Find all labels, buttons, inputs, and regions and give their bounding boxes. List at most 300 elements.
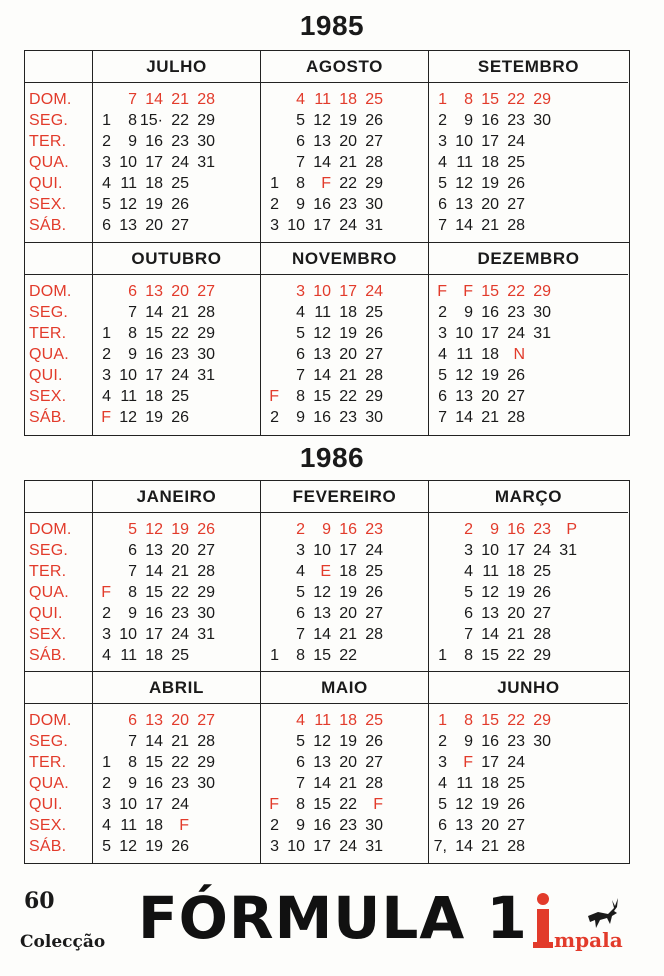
day-cell (261, 110, 279, 131)
day-cell: 26 (171, 409, 189, 426)
day-cell: 4 (102, 647, 111, 664)
day-cell: 31 (559, 542, 577, 559)
weekday-row (261, 131, 428, 152)
weekday-labels (25, 275, 93, 435)
weekday-label: SEG. (29, 112, 69, 129)
day-cell: 21 (339, 367, 357, 384)
weekday-row (429, 794, 628, 815)
weekday-label: SÁB. (29, 838, 67, 855)
day-cell: 2 (438, 304, 447, 321)
day-cell: 12 (313, 325, 331, 342)
day-cell (261, 365, 279, 386)
day-cell: 14 (455, 838, 473, 855)
weekday-row (261, 152, 428, 173)
weekday-row (93, 386, 260, 407)
day-cell: 17 (481, 133, 499, 150)
day-cell (261, 281, 279, 302)
day-cell: 25 (533, 563, 551, 580)
day-cell: 15 (481, 647, 499, 664)
day-cell (261, 302, 279, 323)
day-cell: 2 (102, 605, 111, 622)
day-cell: 2 (270, 196, 279, 213)
day-cell: 1 (438, 647, 447, 664)
day-cell: 13 (313, 133, 331, 150)
day-cell: 28 (197, 733, 215, 750)
day-cell: 12 (119, 196, 137, 213)
day-cell: 26 (197, 521, 215, 538)
card-number: 60 (24, 888, 55, 914)
weekday-label: QUA. (29, 154, 69, 171)
weekday-row (93, 110, 260, 131)
day-cell: 16 (481, 112, 499, 129)
day-cell: 6 (296, 133, 305, 150)
day-cell: 7 (128, 733, 137, 750)
day-cell: 27 (197, 712, 215, 729)
day-cell: 7, (433, 838, 447, 855)
month-julho (93, 51, 261, 242)
header-blank-cell (25, 51, 93, 83)
day-cell (551, 561, 577, 582)
weekday-row (261, 110, 428, 131)
weekday-row (93, 540, 260, 561)
weekday-row (93, 710, 260, 731)
weekday-row (429, 302, 628, 323)
month-janeiro (93, 481, 261, 671)
day-cell: 24 (171, 796, 189, 813)
day-cell: 31 (197, 154, 215, 171)
day-cell: 8 (128, 754, 137, 771)
day-cell: 2 (102, 133, 111, 150)
day-cell: 26 (365, 584, 383, 601)
day-cell (261, 89, 279, 110)
day-cell: 20 (339, 754, 357, 771)
day-cell: 14 (481, 626, 499, 643)
day-cell: 5 (128, 521, 137, 538)
day-cell: 14 (313, 626, 331, 643)
day-cell: F (269, 796, 279, 813)
day-cell: 3 (102, 626, 111, 643)
day-cell: 31 (197, 367, 215, 384)
day-cell: 19 (507, 584, 525, 601)
day-cell: 28 (197, 563, 215, 580)
day-cell: 27 (365, 133, 383, 150)
day-cell: 29 (197, 754, 215, 771)
day-cell: 23 (533, 521, 551, 538)
day-cell: 14 (455, 409, 473, 426)
day-cell: 17 (339, 542, 357, 559)
day-cell: 19 (481, 175, 499, 192)
day-cell: 11 (120, 175, 137, 192)
day-cell (525, 344, 551, 365)
day-cell (189, 794, 215, 815)
day-cell: 19 (481, 796, 499, 813)
day-cell: 5 (296, 325, 305, 342)
day-cell: 17 (339, 283, 357, 300)
weekday-row (93, 89, 260, 110)
day-cell: 8 (296, 796, 305, 813)
day-cell: 24 (507, 133, 525, 150)
day-cell: 28 (197, 304, 215, 321)
day-cell: 15 (145, 325, 163, 342)
day-cell: 16 (313, 817, 331, 834)
day-cell: 30 (197, 133, 215, 150)
month-day-grid (261, 275, 428, 428)
month-name: SETEMBRO (429, 51, 628, 83)
day-cell: 11 (482, 563, 499, 580)
day-cell: 18 (507, 563, 525, 580)
day-cell: 14 (313, 367, 331, 384)
month-day-grid (261, 83, 428, 236)
day-cell: 17 (145, 796, 163, 813)
day-cell: 7 (296, 154, 305, 171)
day-cell (429, 624, 447, 645)
day-cell: 3 (102, 367, 111, 384)
day-cell: F (269, 388, 279, 405)
weekday-row (429, 624, 628, 645)
day-cell: 29 (197, 325, 215, 342)
weekday-row (261, 365, 428, 386)
day-cell: 12 (313, 584, 331, 601)
weekday-row (93, 731, 260, 752)
day-cell: 10 (313, 283, 331, 300)
day-cell: 12 (455, 175, 473, 192)
day-cell (93, 89, 111, 110)
header-blank-cell (25, 481, 93, 513)
day-cell: 24 (507, 754, 525, 771)
day-cell: 14 (145, 733, 163, 750)
weekday-row (429, 215, 628, 236)
day-cell: 4 (102, 388, 111, 405)
day-cell: 26 (365, 325, 383, 342)
day-cell: 27 (533, 605, 551, 622)
day-cell: 9 (490, 521, 499, 538)
day-cell: 16 (145, 133, 163, 150)
day-cell: 5 (296, 584, 305, 601)
weekday-label: DOM. (29, 712, 72, 729)
weekday-row (261, 215, 428, 236)
day-cell: 13 (313, 346, 331, 363)
day-cell (525, 215, 551, 236)
day-cell: 3 (270, 217, 279, 234)
day-cell: 20 (171, 712, 189, 729)
day-cell: 6 (296, 754, 305, 771)
day-cell (525, 152, 551, 173)
day-cell: 10 (119, 796, 137, 813)
weekday-row (261, 386, 428, 407)
day-cell: 18 (481, 346, 499, 363)
calendar-1986 (24, 480, 630, 864)
weekday-row (261, 582, 428, 603)
day-cell: 25 (365, 712, 383, 729)
day-cell: 22 (507, 712, 525, 729)
day-cell: 27 (365, 346, 383, 363)
day-cell: 24 (171, 154, 189, 171)
day-cell (261, 710, 279, 731)
day-cell: 22 (507, 647, 525, 664)
day-cell (261, 519, 279, 540)
day-cell (429, 519, 447, 540)
weekday-labels (25, 704, 93, 863)
day-cell: 19 (145, 838, 163, 855)
day-cell: 24 (339, 217, 357, 234)
day-cell: 13 (481, 605, 499, 622)
day-cell (261, 152, 279, 173)
day-cell: 25 (365, 563, 383, 580)
day-cell: 4 (296, 304, 305, 321)
year-title-1985: 1985 (299, 10, 365, 41)
month-day-grid (261, 704, 428, 857)
day-cell: 26 (507, 796, 525, 813)
month-day-grid (429, 83, 628, 236)
month-day-grid (429, 513, 628, 666)
day-cell: 30 (533, 112, 551, 129)
weekday-label: SEG. (29, 304, 69, 321)
day-cell: 20 (339, 605, 357, 622)
weekday-row (261, 89, 428, 110)
day-cell: 22 (171, 112, 189, 129)
month-março (429, 481, 628, 671)
weekday-row (429, 323, 628, 344)
day-cell: 17 (313, 838, 331, 855)
day-cell: 18 (481, 775, 499, 792)
weekday-row (93, 152, 260, 173)
day-cell: 31 (365, 217, 383, 234)
day-cell: 19 (339, 733, 357, 750)
day-cell: 12 (481, 584, 499, 601)
day-cell: 12 (455, 796, 473, 813)
day-cell: 21 (507, 626, 525, 643)
month-name: MAIO (261, 672, 428, 704)
day-cell: 27 (365, 605, 383, 622)
month-name: FEVEREIRO (261, 481, 428, 513)
day-cell: 14 (145, 304, 163, 321)
day-cell: 9 (128, 775, 137, 792)
month-day-grid (93, 83, 260, 236)
weekday-label: DOM. (29, 283, 72, 300)
day-cell: 7 (438, 409, 447, 426)
weekday-row (429, 582, 628, 603)
day-cell: 4 (102, 817, 111, 834)
month-day-grid (261, 513, 428, 666)
impala-logo-i-icon (532, 892, 554, 950)
day-cell: 23 (339, 196, 357, 213)
day-cell: 3 (464, 542, 473, 559)
day-cell: 29 (365, 388, 383, 405)
weekday-row (429, 173, 628, 194)
day-cell: 21 (171, 91, 189, 108)
day-cell: 27 (171, 217, 189, 234)
weekday-label: SEX. (29, 626, 67, 643)
weekday-label: QUI. (29, 367, 63, 384)
month-name: JANEIRO (93, 481, 260, 513)
day-cell: 21 (171, 733, 189, 750)
day-cell: 12 (145, 521, 163, 538)
day-cell: 9 (128, 605, 137, 622)
day-cell: 15 (313, 388, 331, 405)
day-cell: 10 (313, 542, 331, 559)
weekday-row (93, 645, 260, 666)
day-cell: 9 (464, 733, 473, 750)
day-cell: 7 (296, 775, 305, 792)
day-cell: 1 (102, 112, 111, 129)
day-cell: 9 (464, 304, 473, 321)
day-cell (261, 731, 279, 752)
weekday-row (429, 386, 628, 407)
weekday-label: DOM. (29, 521, 72, 538)
day-cell: N (513, 346, 525, 363)
day-cell: 20 (481, 196, 499, 213)
day-cell: F (101, 409, 111, 426)
day-cell: 19 (339, 584, 357, 601)
day-cell (357, 645, 383, 666)
day-cell: 21 (171, 304, 189, 321)
day-cell: 3 (270, 838, 279, 855)
day-cell: 18 (339, 563, 357, 580)
month-fevereiro (261, 481, 429, 671)
day-cell: 15 (481, 91, 499, 108)
weekday-row (261, 302, 428, 323)
day-cell: 5 (464, 584, 473, 601)
weekday-label: SÁB. (29, 409, 67, 426)
weekday-row (261, 344, 428, 365)
day-cell (551, 603, 577, 624)
quarter-row (25, 51, 629, 243)
day-cell: 20 (481, 817, 499, 834)
day-cell: 18 (339, 712, 357, 729)
weekday-row (261, 624, 428, 645)
weekday-row (261, 773, 428, 794)
month-dezembro (429, 243, 628, 435)
day-cell: 7 (438, 217, 447, 234)
day-cell: 9 (296, 196, 305, 213)
day-cell: 24 (533, 542, 551, 559)
year-title-1986: 1986 (299, 442, 365, 473)
day-cell: F (373, 796, 383, 813)
day-cell (93, 731, 111, 752)
day-cell: 9 (128, 346, 137, 363)
day-cell (261, 540, 279, 561)
day-cell: 21 (481, 409, 499, 426)
day-cell: 27 (365, 754, 383, 771)
weekday-row (93, 365, 260, 386)
day-cell: 30 (533, 733, 551, 750)
day-cell: 14 (145, 91, 163, 108)
weekday-row (93, 582, 260, 603)
day-cell: 20 (145, 217, 163, 234)
day-cell: 23 (339, 409, 357, 426)
day-cell: 23 (171, 133, 189, 150)
day-cell: 6 (296, 346, 305, 363)
day-cell: 23 (339, 817, 357, 834)
day-cell: 20 (339, 133, 357, 150)
day-cell: 26 (171, 838, 189, 855)
day-cell: P (566, 521, 577, 538)
day-cell: 7 (296, 367, 305, 384)
day-cell: 24 (339, 838, 357, 855)
day-cell: 3 (296, 283, 305, 300)
weekday-row (93, 836, 260, 857)
day-cell (525, 386, 551, 407)
day-cell: 13 (145, 712, 163, 729)
day-cell: 5 (296, 112, 305, 129)
day-cell: 16 (145, 775, 163, 792)
day-cell (93, 561, 111, 582)
month-name: JUNHO (429, 672, 628, 704)
day-cell: 22 (171, 754, 189, 771)
day-cell: 8 (296, 647, 305, 664)
day-cell: 26 (365, 733, 383, 750)
day-cell: 30 (365, 409, 383, 426)
weekday-row (93, 131, 260, 152)
day-cell: 20 (507, 605, 525, 622)
weekday-row (261, 710, 428, 731)
day-cell: 11 (314, 91, 331, 108)
day-cell: 6 (102, 217, 111, 234)
month-junho (429, 672, 628, 863)
day-cell: 3 (102, 796, 111, 813)
day-cell: 26 (507, 175, 525, 192)
month-day-grid (429, 704, 628, 857)
day-cell: 1 (270, 175, 279, 192)
day-cell: F (101, 584, 111, 601)
weekday-labels (25, 513, 93, 671)
day-cell: 20 (339, 346, 357, 363)
weekday-row (429, 773, 628, 794)
day-cell: 21 (481, 838, 499, 855)
day-cell: 14 (455, 217, 473, 234)
impala-deer-icon (584, 896, 624, 930)
day-cell: 6 (128, 712, 137, 729)
day-cell: 23 (507, 733, 525, 750)
weekday-row (429, 110, 628, 131)
weekday-label: QUI. (29, 175, 63, 192)
day-cell: 11 (314, 304, 331, 321)
weekday-row (429, 194, 628, 215)
day-cell: 13 (455, 196, 473, 213)
day-cell: 2 (438, 733, 447, 750)
day-cell: 6 (128, 283, 137, 300)
weekday-label: TER. (29, 133, 67, 150)
day-cell: 8 (464, 647, 473, 664)
day-cell: 7 (128, 304, 137, 321)
weekday-label: TER. (29, 563, 67, 580)
weekday-row (261, 752, 428, 773)
weekday-row (429, 815, 628, 836)
day-cell (525, 836, 551, 857)
day-cell: 12 (455, 367, 473, 384)
month-day-grid (93, 704, 260, 857)
weekday-row (429, 836, 628, 857)
day-cell: 11 (120, 388, 137, 405)
weekday-row (429, 89, 628, 110)
day-cell: 6 (438, 817, 447, 834)
month-name: NOVEMBRO (261, 243, 428, 275)
day-cell: 7 (128, 91, 137, 108)
day-cell: 16 (507, 521, 525, 538)
weekday-row (261, 561, 428, 582)
weekday-row (429, 731, 628, 752)
day-cell: 16 (145, 346, 163, 363)
weekday-label: SEX. (29, 196, 67, 213)
weekday-row (93, 624, 260, 645)
day-cell: 13 (145, 283, 163, 300)
day-cell (551, 645, 577, 666)
day-cell: 9 (464, 112, 473, 129)
day-cell: 28 (507, 217, 525, 234)
day-cell: 18 (339, 304, 357, 321)
day-cell: 30 (197, 775, 215, 792)
day-cell: 21 (171, 563, 189, 580)
